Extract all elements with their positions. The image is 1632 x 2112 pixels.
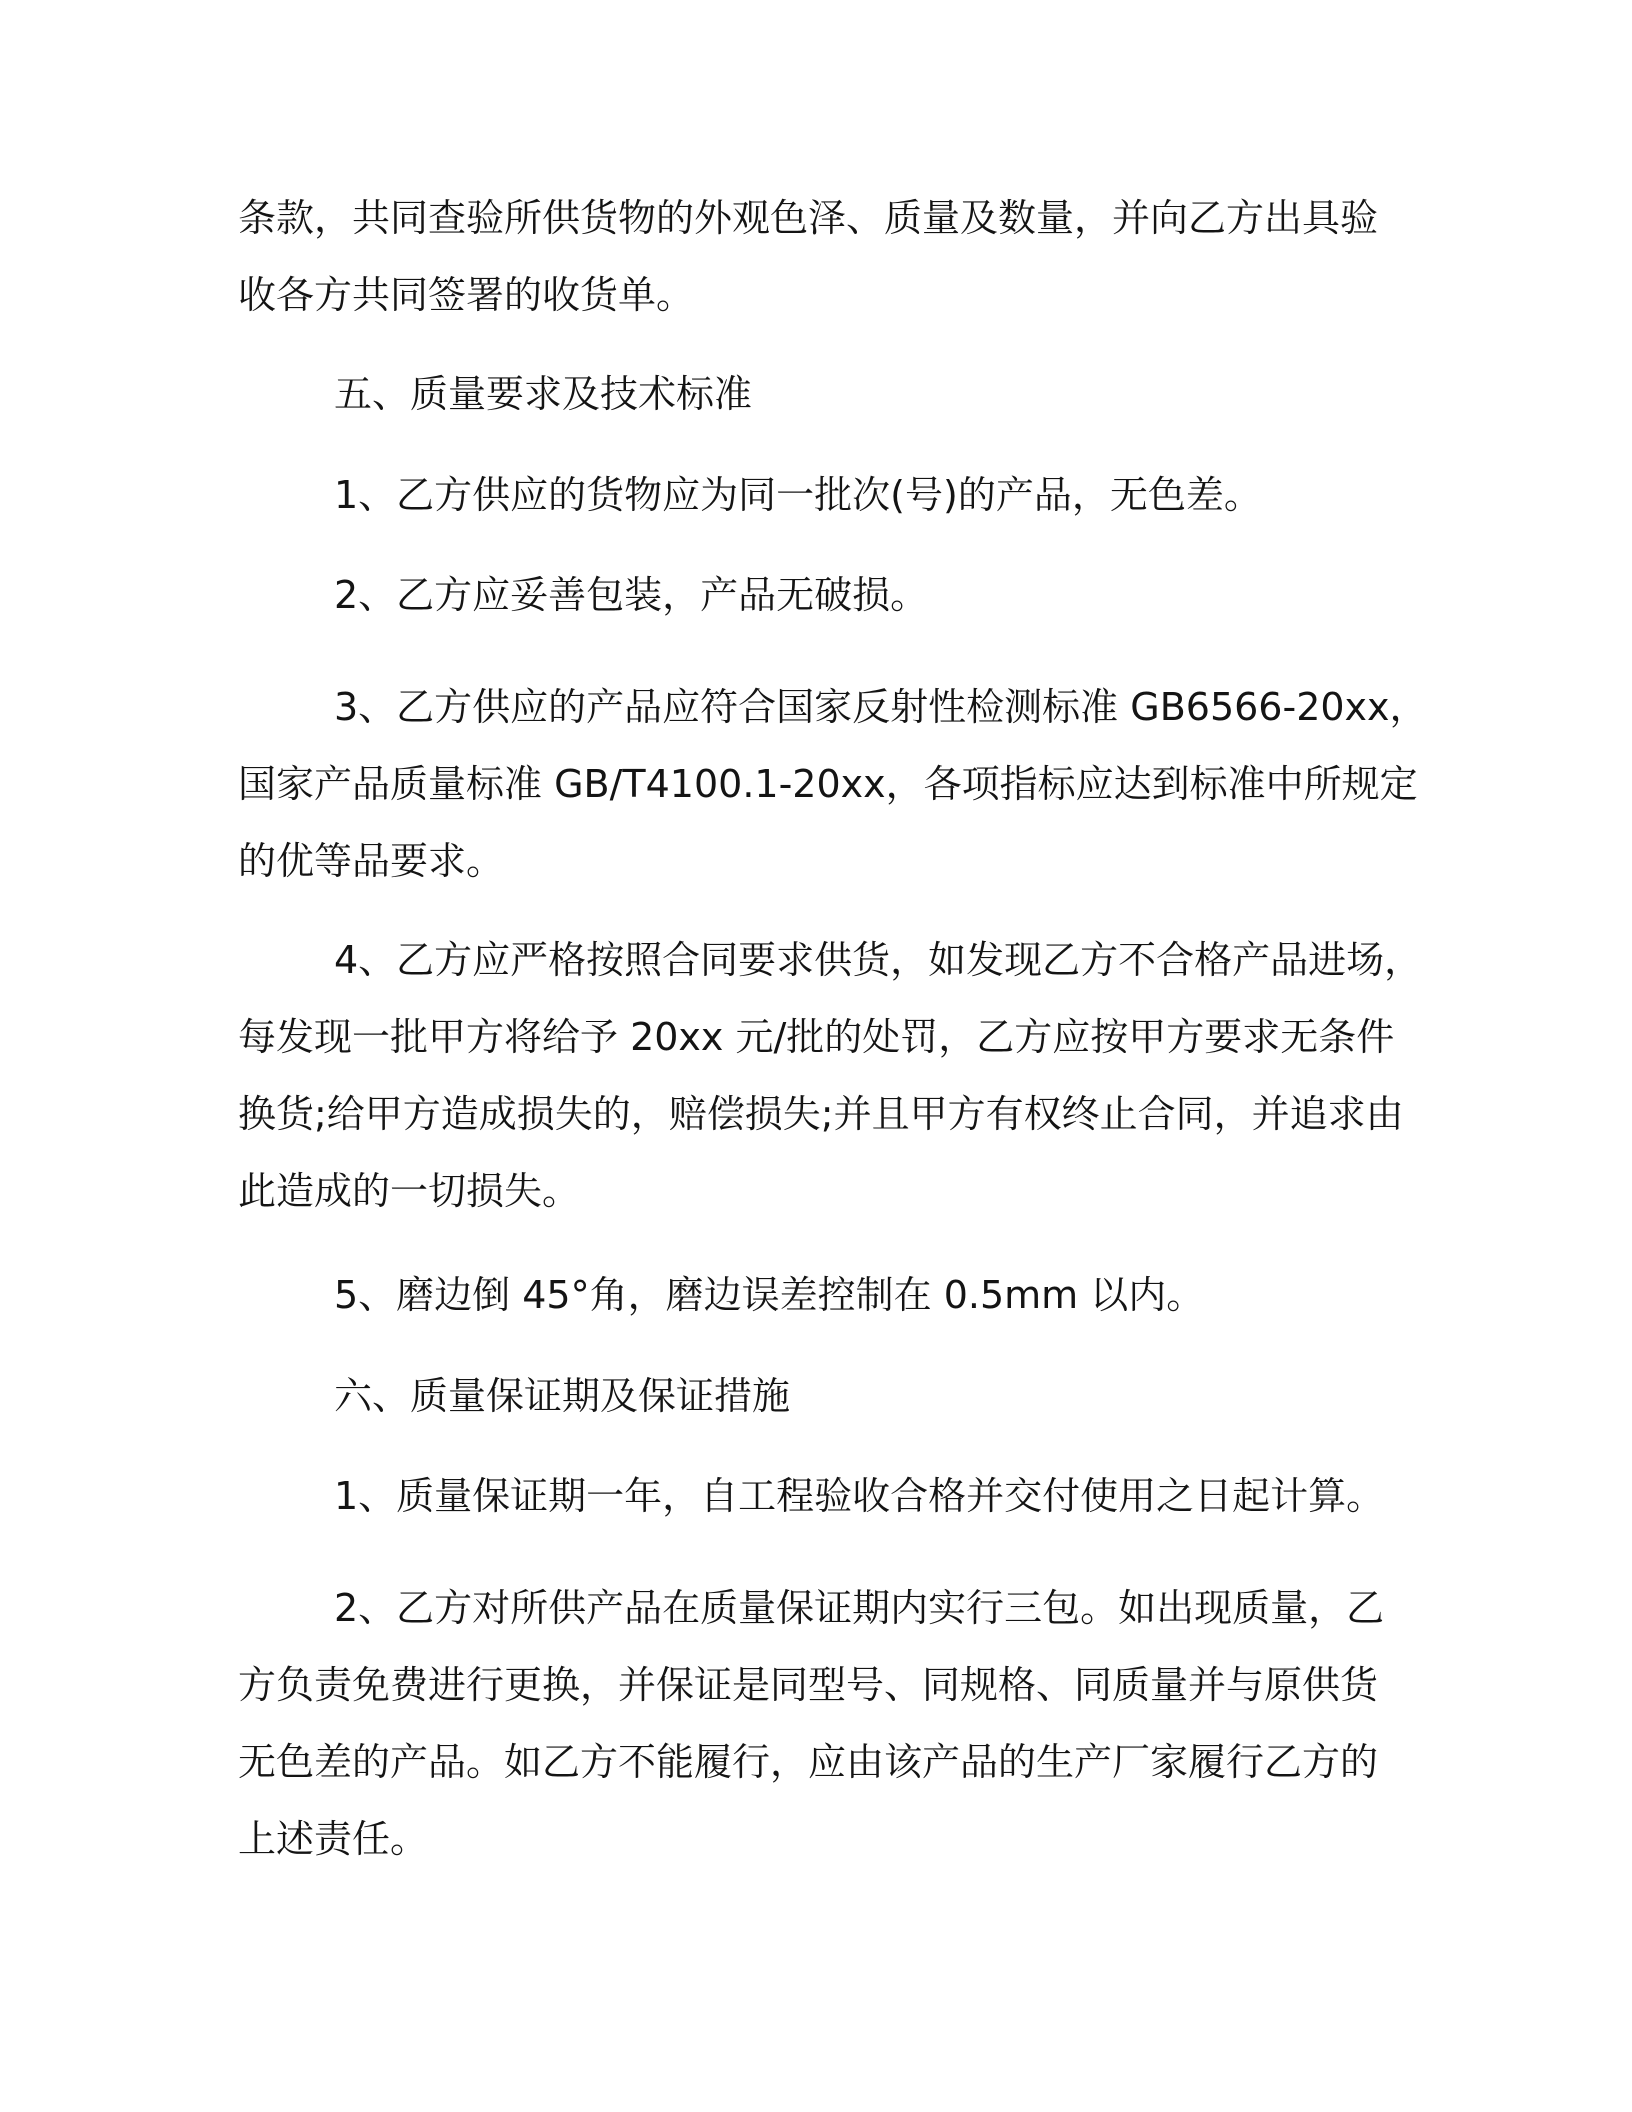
text-line: 5、磨边倒 45°角，磨边误差控制在 0.5mm 以内。 xyxy=(334,1273,1205,1317)
text-line: 每发现一批甲方将给予 20xx 元/批的处罚，乙方应按甲方要求无条件 xyxy=(238,1015,1395,1059)
section-heading: 五、质量要求及技术标准 xyxy=(334,372,753,416)
paragraph-item-5-1 xyxy=(238,457,1398,534)
text-line: 上述责任。 xyxy=(238,1817,429,1861)
text-line: 3、乙方供应的产品应符合国家反射性检测标准 GB6566-20xx， xyxy=(334,685,1428,729)
paragraph-item-5-3 xyxy=(238,669,1428,900)
text-line: 2、乙方对所供产品在质量保证期内实行三包。如出现质量，乙 xyxy=(334,1586,1385,1630)
paragraph-item-6-1 xyxy=(238,1458,1398,1535)
paragraph-item-5-4 xyxy=(238,922,1423,1230)
section-heading-quality-standards xyxy=(238,356,1398,433)
text-line: 国家产品质量标准 GB/T4100.1-20xx，各项指标应达到标准中所规定 xyxy=(238,762,1418,806)
section-heading: 六、质量保证期及保证措施 xyxy=(334,1374,791,1418)
text-line: 1、质量保证期一年，自工程验收合格并交付使用之日起计算。 xyxy=(334,1474,1385,1518)
text-line: 此造成的一切损失。 xyxy=(238,1169,581,1213)
text-line: 2、乙方应妥善包装，产品无破损。 xyxy=(334,573,929,617)
text-line: 条款，共同查验所供货物的外观色泽、质量及数量，并向乙方出具验 xyxy=(238,196,1379,240)
text-line: 1、乙方供应的货物应为同一批次(号)的产品，无色差。 xyxy=(334,473,1262,517)
section-heading-warranty xyxy=(238,1358,1398,1435)
text-line: 换货;给甲方造成损失的，赔偿损失;并且甲方有权终止合同，并追求由 xyxy=(238,1092,1404,1136)
paragraph-item-6-2 xyxy=(238,1570,1398,1878)
paragraph-item-5-2 xyxy=(238,557,1398,634)
text-line: 方负责免费进行更换，并保证是同型号、同规格、同质量并与原供货 xyxy=(238,1663,1379,1707)
text-line: 无色差的产品。如乙方不能履行，应由该产品的生产厂家履行乙方的 xyxy=(238,1740,1379,1784)
paragraph-acceptance-clause xyxy=(238,180,1398,334)
paragraph-item-5-5 xyxy=(238,1257,1398,1334)
text-line: 4、乙方应严格按照合同要求供货，如发现乙方不合格产品进场， xyxy=(334,938,1423,982)
text-line: 的优等品要求。 xyxy=(238,839,505,883)
text-line: 收各方共同签署的收货单。 xyxy=(238,273,695,317)
